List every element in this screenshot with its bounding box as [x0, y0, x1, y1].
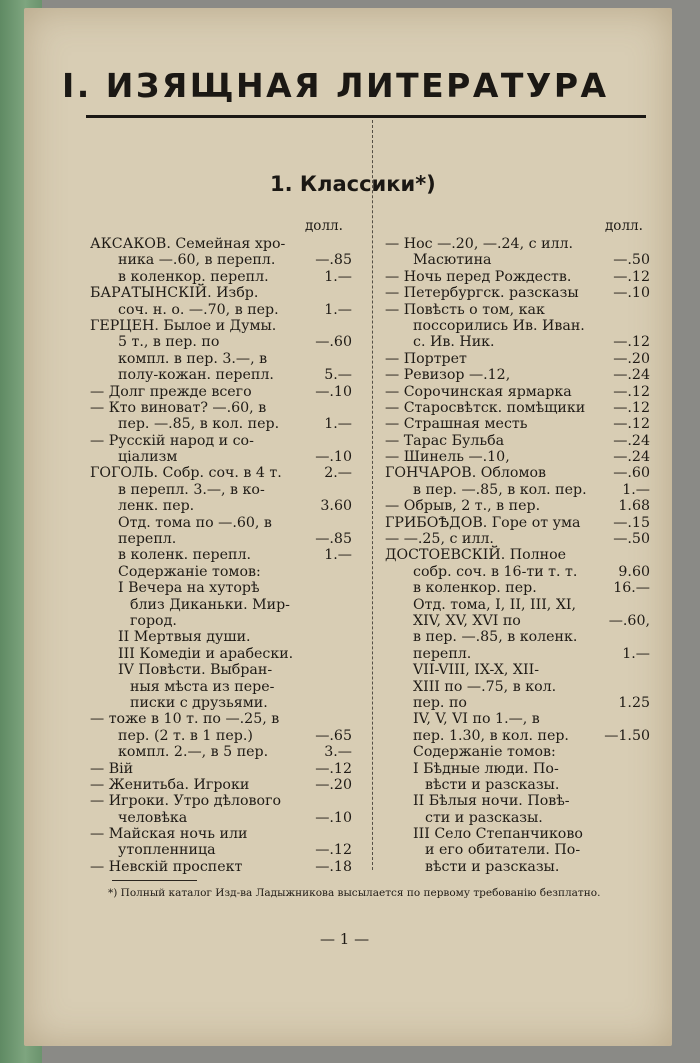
entry-price: —.60,: [608, 612, 650, 629]
catalog-entry-line: [90, 384, 352, 400]
entry-text: III Комедiи и арабески.: [118, 645, 294, 662]
entry-price: 3.—: [324, 744, 352, 761]
entry-text: — —.25, с илл.: [385, 531, 494, 548]
entry-price: 1.—: [622, 481, 650, 498]
entry-price: 5.—: [324, 367, 352, 384]
catalog-entry-line: [385, 547, 650, 563]
entry-text: — Страшная месть: [385, 416, 528, 433]
entry-text: пер. —.85, в кол. пер.: [118, 416, 280, 433]
entry-text: вѣсти и разсказы.: [425, 776, 560, 793]
column-divider: [372, 120, 374, 870]
entry-price: —.85: [315, 252, 352, 269]
entry-text: ГРИБОѢДОВ. Горе от ума: [385, 514, 581, 531]
entry-price: —.50: [613, 252, 650, 269]
entry-text: XIV, XV, XVI по: [413, 612, 521, 629]
catalog-entry-line: [385, 826, 650, 842]
catalog-entry-line: [385, 777, 650, 793]
entry-text: полу-кожан. перепл.: [118, 367, 274, 384]
catalog-entry-line: [385, 252, 650, 268]
entry-text: перепл.: [118, 531, 177, 548]
catalog-entry-line: [385, 531, 650, 547]
catalog-entry-line: [90, 859, 352, 875]
entry-text: утопленница: [118, 842, 216, 859]
catalog-entry-line: [90, 334, 352, 350]
entry-text: I Бѣдные люди. По-: [413, 760, 559, 777]
catalog-entry-line: [385, 761, 650, 777]
entry-text: ГОГОЛЬ. Собр. соч. в 4 т.: [90, 465, 282, 482]
entry-text: Содержанiе томов:: [413, 744, 556, 761]
entry-text: компл. 2.—, в 5 пер.: [118, 744, 269, 761]
catalog-entry-line: [385, 810, 650, 826]
entry-text: Отд. тома, I, II, III, XI,: [413, 596, 577, 613]
left-column: [90, 236, 352, 875]
catalog-entry-line: [90, 793, 352, 809]
entry-text: VII-VIII, IX-X, XII-: [413, 662, 540, 679]
catalog-entry-line: [385, 728, 650, 744]
section-title: I. ИЗЯЩНАЯ ЛИТЕРАТУРА: [62, 66, 609, 105]
entry-text: город.: [130, 612, 177, 629]
entry-text: ГОНЧАРОВ. Обломов: [385, 465, 547, 482]
catalog-entry-line: [90, 777, 352, 793]
entry-text: Содержанiе томов:: [118, 563, 261, 580]
entry-text: — Вiй: [90, 760, 134, 777]
catalog-entry-line: [90, 285, 352, 301]
catalog-entry-line: [385, 400, 650, 416]
entry-text: — Нос —.20, —.24, с илл.: [385, 236, 574, 252]
catalog-entry-line: [90, 564, 352, 580]
entry-price: —.10: [315, 449, 352, 466]
entry-text: ника —.60, в перепл.: [118, 252, 276, 269]
catalog-entry-line: [385, 629, 650, 645]
entry-text: — Ночь перед Рождеств.: [385, 268, 572, 285]
left-currency-label: долл.: [305, 218, 343, 234]
catalog-entry-line: [90, 826, 352, 842]
entry-text: ГЕРЦЕН. Былое и Думы.: [90, 317, 277, 334]
entry-text: в пер. —.85, в коленк.: [413, 629, 578, 646]
catalog-entry-line: [385, 580, 650, 596]
entry-text: — Старосвѣтск. помѣщики: [385, 399, 586, 416]
page-number: — 1 —: [320, 930, 370, 948]
catalog-entry-line: [385, 564, 650, 580]
entry-price: —.12: [613, 268, 650, 285]
entry-text: соч. н. о. —.70, в пер.: [118, 301, 279, 318]
entry-price: —.60: [613, 465, 650, 482]
catalog-entry-line: [90, 711, 352, 727]
catalog-entry-line: [385, 679, 650, 695]
entry-text: поссорились Ив. Иван.: [413, 317, 585, 334]
entry-price: —.18: [315, 858, 352, 875]
entry-text: собр. соч. в 16-ти т. т.: [413, 563, 578, 580]
catalog-entry-line: [385, 613, 650, 629]
catalog-entry-line: [90, 236, 352, 252]
entry-text: IV, V, VI по 1.—, в: [413, 711, 540, 728]
entry-price: —.24: [613, 449, 650, 466]
catalog-entry-line: [90, 367, 352, 383]
entry-text: I Вечера на хуторѣ: [118, 580, 260, 597]
entry-price: —.12: [613, 383, 650, 400]
entry-text: — Обрыв, 2 т., в пер.: [385, 498, 541, 515]
entry-text: АКСАКОВ. Семейная хро-: [90, 236, 286, 252]
catalog-entry-line: [90, 252, 352, 268]
entry-text: — Тарас Бульба: [385, 432, 505, 449]
catalog-entry-line: [90, 449, 352, 465]
entry-price: —.20: [613, 350, 650, 367]
entry-price: —.12: [315, 760, 352, 777]
entry-text: — Майская ночь или: [90, 826, 248, 843]
entry-price: 1.68: [618, 498, 650, 515]
entry-price: —.15: [613, 514, 650, 531]
entry-text: XIII по —.75, в кол.: [413, 678, 557, 695]
catalog-entry-line: [385, 498, 650, 514]
catalog-entry-line: [385, 711, 650, 727]
catalog-entry-line: [90, 613, 352, 629]
entry-text: пер. по: [413, 694, 467, 711]
catalog-entry-line: [90, 416, 352, 432]
entry-text: пер. 1.30, в кол. пер.: [413, 727, 569, 744]
entry-text: ленк. пер.: [118, 498, 195, 515]
subsection-title: 1. Классики*): [270, 172, 436, 196]
entry-price: 1.25: [618, 694, 650, 711]
entry-price: —1.50: [604, 727, 650, 744]
catalog-entry-line: [385, 859, 650, 875]
entry-text: IV Повѣсти. Выбран-: [118, 662, 273, 679]
entry-text: — Игроки. Утро дѣлового: [90, 793, 282, 810]
entry-price: 1.—: [324, 547, 352, 564]
entry-price: —.20: [315, 776, 352, 793]
catalog-entry-line: [90, 482, 352, 498]
catalog-entry-line: [385, 236, 650, 252]
entry-price: —.50: [613, 531, 650, 548]
catalog-entry-line: [90, 597, 352, 613]
entry-price: —.60: [315, 334, 352, 351]
entry-text: — Долг прежде всего: [90, 383, 252, 400]
catalog-entry-line: [90, 810, 352, 826]
entry-price: —.24: [613, 367, 650, 384]
catalog-entry-line: [385, 515, 650, 531]
entry-price: —.65: [315, 727, 352, 744]
catalog-entry-line: [385, 646, 650, 662]
entry-text: ДОСТОЕВСКIЙ. Полное: [385, 547, 567, 564]
footnote: *) Полный каталог Изд-ва Ладыжникова высылается по первому требованiю безплатно.: [108, 887, 601, 899]
entry-text: перепл.: [413, 645, 472, 662]
entry-text: — Невскiй проспект: [90, 858, 243, 875]
catalog-entry-line: [90, 580, 352, 596]
entry-text: и его обитатели. По-: [425, 842, 581, 859]
entry-text: БАРАТЫНСКIЙ. Избр.: [90, 285, 259, 302]
entry-price: 9.60: [618, 563, 650, 580]
catalog-entry-line: [90, 646, 352, 662]
catalog-entry-line: [385, 695, 650, 711]
catalog-entry-line: [385, 384, 650, 400]
entry-text: — Ревизор —.12,: [385, 367, 511, 384]
entry-text: писки с друзьями.: [130, 694, 268, 711]
catalog-entry-line: [385, 744, 650, 760]
right-column: [385, 236, 650, 875]
catalog-entry-line: [385, 465, 650, 481]
catalog-entry-line: [90, 400, 352, 416]
catalog-entry-line: [90, 547, 352, 563]
catalog-entry-line: [90, 302, 352, 318]
catalog-entry-line: [385, 351, 650, 367]
catalog-entry-line: [90, 515, 352, 531]
catalog-entry-line: [90, 498, 352, 514]
catalog-entry-line: [385, 416, 650, 432]
catalog-entry-line: [90, 269, 352, 285]
entry-text: — Кто виноват? —.60, в: [90, 399, 267, 416]
entry-text: пер. (2 т. в 1 пер.): [118, 727, 253, 744]
entry-text: цiализм: [118, 449, 178, 466]
entry-text: II Мертвыя души.: [118, 629, 251, 646]
entry-text: — Повѣсть о том, как: [385, 301, 545, 318]
entry-price: —.10: [613, 285, 650, 302]
entry-text: — Русскiй народ и со-: [90, 432, 254, 449]
entry-text: — Шинель —.10,: [385, 449, 510, 466]
catalog-entry-line: [385, 269, 650, 285]
catalog-entry-line: [385, 793, 650, 809]
catalog-entry-line: [90, 744, 352, 760]
entry-price: —.12: [315, 842, 352, 859]
entry-price: 1.—: [622, 645, 650, 662]
entry-text: III Село Степанчиково: [413, 826, 583, 843]
catalog-entry-line: [385, 302, 650, 318]
entry-price: 3.60: [320, 498, 352, 515]
title-underline: [86, 115, 646, 118]
entry-price: 16.—: [613, 580, 650, 597]
entry-text: — тоже в 10 т. по —.25, в: [90, 711, 280, 728]
catalog-entry-line: [90, 842, 352, 858]
catalog-entry-line: [90, 318, 352, 334]
catalog-entry-line: [90, 433, 352, 449]
entry-price: —.10: [315, 383, 352, 400]
entry-text: сти и разсказы.: [425, 809, 543, 826]
catalog-entry-line: [385, 449, 650, 465]
entry-price: —.12: [613, 334, 650, 351]
entry-price: 1.—: [324, 301, 352, 318]
entry-text: в перепл. 3.—, в ко-: [118, 481, 265, 498]
entry-text: II Бѣлыя ночи. Повѣ-: [413, 793, 570, 810]
catalog-entry-line: [385, 367, 650, 383]
entry-text: ныя мѣста из пере-: [130, 678, 275, 695]
entry-text: в коленкор. перепл.: [118, 268, 269, 285]
catalog-entry-line: [90, 629, 352, 645]
entry-text: — Петербургск. разсказы: [385, 285, 579, 302]
entry-text: в коленк. перепл.: [118, 547, 251, 564]
entry-text: — Портрет: [385, 350, 467, 367]
entry-text: вѣсти и разсказы.: [425, 858, 560, 875]
footnote-rule: [112, 880, 197, 881]
entry-price: —.24: [613, 432, 650, 449]
entry-text: 5 т., в пер. по: [118, 334, 220, 351]
entry-price: —.85: [315, 531, 352, 548]
entry-text: в коленкор. пер.: [413, 580, 537, 597]
entry-text: в пер. —.85, в кол. пер.: [413, 481, 587, 498]
catalog-entry-line: [385, 662, 650, 678]
entry-price: 2.—: [324, 465, 352, 482]
entry-price: —.10: [315, 809, 352, 826]
catalog-entry-line: [385, 433, 650, 449]
catalog-entry-line: [90, 761, 352, 777]
right-currency-label: долл.: [605, 218, 643, 234]
entry-text: Отд. тома по —.60, в: [118, 514, 272, 531]
catalog-entry-line: [90, 465, 352, 481]
entry-price: —.12: [613, 399, 650, 416]
entry-price: 1.—: [324, 268, 352, 285]
entry-text: человѣка: [118, 809, 188, 826]
entry-text: с. Ив. Ник.: [413, 334, 495, 351]
entry-text: близ Диканьки. Мир-: [130, 596, 290, 613]
entry-text: компл. в пер. 3.—, в: [118, 350, 268, 367]
catalog-entry-line: [90, 351, 352, 367]
catalog-entry-line: [385, 842, 650, 858]
catalog-entry-line: [90, 728, 352, 744]
catalog-entry-line: [385, 597, 650, 613]
catalog-entry-line: [90, 662, 352, 678]
catalog-entry-line: [385, 482, 650, 498]
catalog-entry-line: [90, 679, 352, 695]
entry-text: Масютина: [413, 252, 492, 269]
catalog-entry-line: [90, 695, 352, 711]
catalog-entry-line: [385, 285, 650, 301]
entry-price: —.12: [613, 416, 650, 433]
catalog-entry-line: [385, 334, 650, 350]
catalog-entry-line: [385, 318, 650, 334]
entry-text: — Женитьба. Игроки: [90, 776, 250, 793]
catalog-entry-line: [90, 531, 352, 547]
entry-text: — Сорочинская ярмарка: [385, 383, 572, 400]
entry-price: 1.—: [324, 416, 352, 433]
